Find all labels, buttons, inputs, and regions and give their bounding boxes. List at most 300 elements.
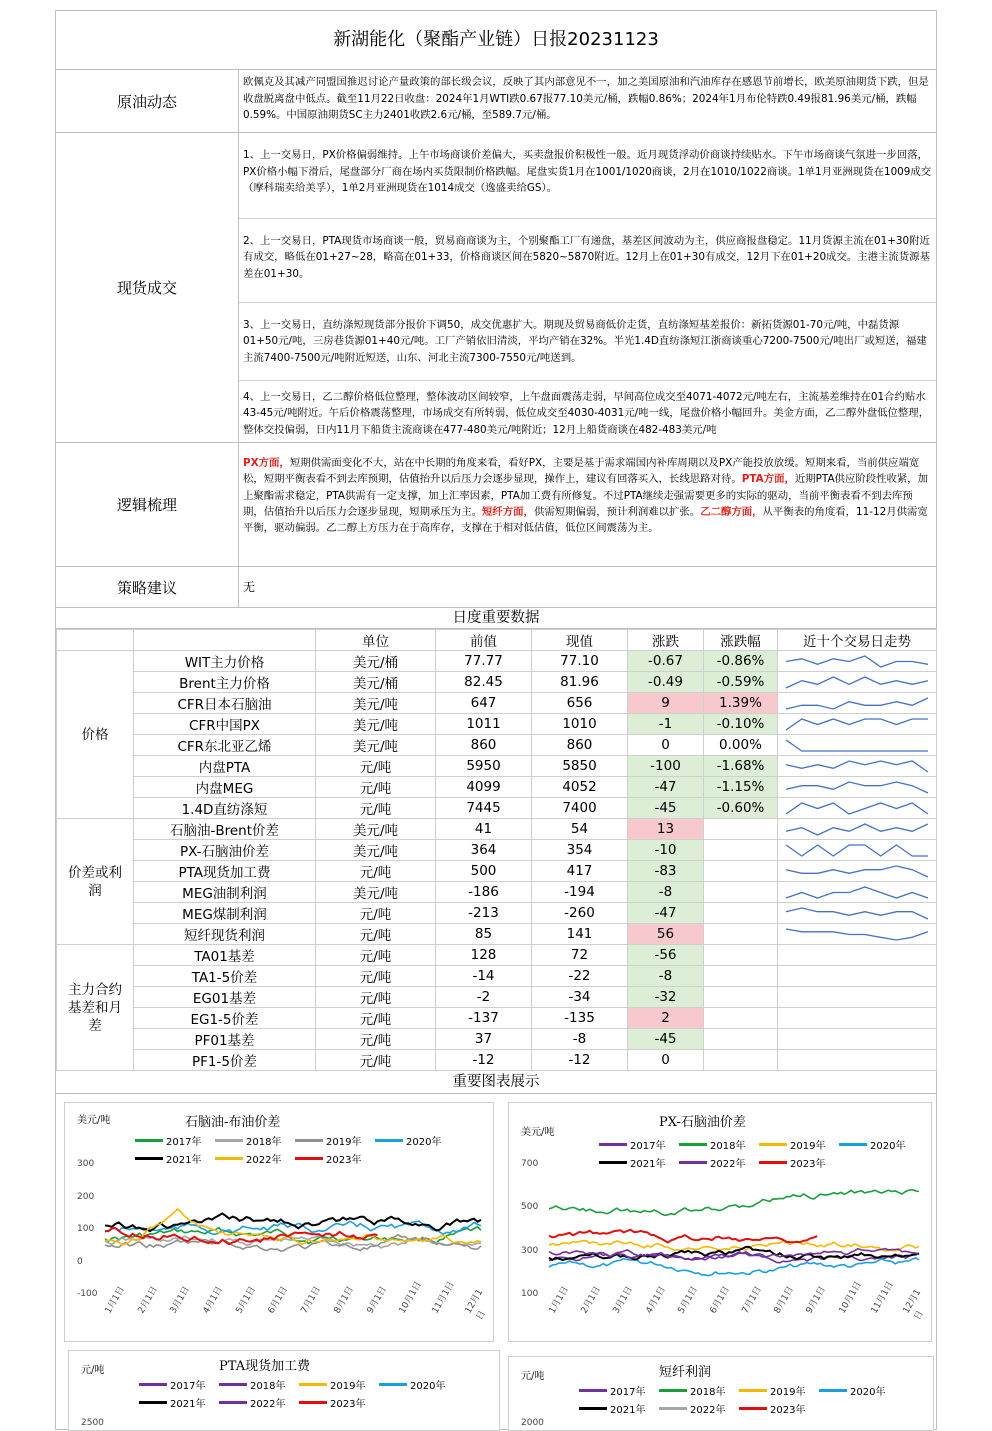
table-row	[57, 819, 937, 840]
table-row	[57, 966, 937, 987]
row-chg: -45	[628, 1029, 704, 1050]
row-chg: -8	[628, 966, 704, 987]
row-pct: 1.39%	[704, 693, 778, 714]
legend-entry	[679, 1155, 759, 1170]
chart-legend	[139, 1377, 469, 1413]
logic-pf-heading: 短纤方面，	[481, 505, 534, 518]
row-pct: -0.60%	[704, 798, 778, 819]
chart-pta-margin	[68, 1350, 500, 1431]
series-line	[549, 1190, 919, 1216]
legend-label: 2018年	[690, 1387, 726, 1398]
chart-legend	[579, 1383, 909, 1419]
row-cur: -260	[532, 903, 628, 924]
legend-entry	[299, 1377, 379, 1392]
row-pct: -0.86%	[704, 651, 778, 672]
row-unit: 美元/吨	[316, 714, 436, 735]
table-header-cell: 涨跌	[628, 630, 704, 651]
x-tick: 12月1日	[901, 1287, 926, 1322]
row-pct	[704, 861, 778, 882]
table-title: 日度重要数据	[56, 608, 936, 629]
row-unit: 元/吨	[316, 903, 436, 924]
row-prev: 77.77	[436, 651, 532, 672]
row-chg: -10	[628, 840, 704, 861]
legend-entry	[599, 1137, 679, 1152]
legend-entry	[219, 1377, 299, 1392]
row-chg: -47	[628, 777, 704, 798]
legend-swatch	[679, 1161, 707, 1164]
legend-label: 2018年	[250, 1381, 286, 1392]
legend-label: 2022年	[710, 1159, 746, 1170]
row-sparkline	[778, 840, 937, 861]
legend-label: 2020年	[850, 1387, 886, 1398]
x-tick: 10月1日	[397, 1280, 425, 1316]
chart-title: PTA现货加工费	[219, 1359, 311, 1374]
table-row	[57, 1029, 937, 1050]
sparkline-path	[786, 845, 928, 856]
row-cur: 77.10	[532, 651, 628, 672]
row-chg: -8	[628, 882, 704, 903]
row-sparkline	[778, 1008, 937, 1029]
logic-pta-text: 近期PTA供应阶段性收紧，加上聚酯需求稳定，PTA供需有一定支撑，加上汇率因素，PTA加工费有所修复。不过PTA继续走强需要更多的实际的驱动，当前平衡表看不到去库预期，估值抬升以后压力会逐步显现，短期承压为主。	[243, 473, 929, 518]
row-name: 1.4D直纺涤短	[134, 798, 316, 819]
row-cur: 860	[532, 735, 628, 756]
x-tick: 1月1日	[547, 1284, 571, 1316]
chart-title: 石脑油-布油价差	[185, 1115, 281, 1130]
y-tick: 200	[77, 1191, 95, 1202]
chart-naphtha-brent	[64, 1102, 494, 1342]
row-chg: 13	[628, 819, 704, 840]
row-cur: 656	[532, 693, 628, 714]
legend-label: 2020年	[406, 1137, 442, 1148]
row-chg: -47	[628, 903, 704, 924]
row-unit: 元/吨	[316, 987, 436, 1008]
row-chg: -1	[628, 714, 704, 735]
logic-pf-text: 供需短期偏弱，预计利润难以扩张。	[533, 505, 701, 518]
table-header-cell: 近十个交易日走势	[778, 630, 937, 651]
row-unit: 元/吨	[316, 777, 436, 798]
crude-section	[56, 70, 936, 133]
daily-data-table	[56, 629, 937, 1071]
row-sparkline	[778, 819, 937, 840]
row-unit: 元/吨	[316, 861, 436, 882]
legend-entry	[215, 1151, 295, 1166]
y-tick: 0	[77, 1256, 83, 1267]
row-sparkline	[778, 882, 937, 903]
spot-item-2: 2、上一交易日，PTA现货市场商谈一般，贸易商商谈为主，个别聚酯工厂有递盘，基差区间波动为主，供应商报盘稳定。11月货源主流在01+30附近有成交，略低在01+27~28，略高在01+33，价格商谈区间在5820~5870附近。12月上在01+30有成交，12月下在01+20成交。主港主流货源基差在01+30。	[239, 219, 936, 303]
logic-px-text: 短期供需面变化不大，站在中长期的角度来看，看好PX，主要是基于需求端国内补库周期以及PX产能投放放缓。短期来看，当前供应端宽松，短期平衡表看不到去库预期，估值抬升以后压力会逐步显现，操作上，建议有回落买入，长线思路对待。	[243, 457, 920, 486]
row-name: CFR中国PX	[134, 714, 316, 735]
row-pct: -0.10%	[704, 714, 778, 735]
row-name: 短纤现货利润	[134, 924, 316, 945]
row-prev: 364	[436, 840, 532, 861]
legend-swatch	[215, 1139, 243, 1142]
series-line	[549, 1230, 817, 1243]
legend-entry	[739, 1401, 819, 1416]
row-cur: -194	[532, 882, 628, 903]
row-cur: 54	[532, 819, 628, 840]
legend-swatch	[295, 1157, 323, 1160]
chart-title: PX-石脑油价差	[659, 1115, 746, 1130]
row-prev: 128	[436, 945, 532, 966]
row-prev: 647	[436, 693, 532, 714]
row-sparkline	[778, 714, 937, 735]
legend-label: 2019年	[770, 1387, 806, 1398]
table-group-label: 主力合约基差和月差	[57, 945, 134, 1071]
row-name: Brent主力价格	[134, 672, 316, 693]
row-chg: -0.67	[628, 651, 704, 672]
row-chg: 0	[628, 1050, 704, 1071]
table-row	[57, 840, 937, 861]
row-unit: 元/吨	[316, 798, 436, 819]
legend-swatch	[579, 1407, 607, 1410]
row-cur: 417	[532, 861, 628, 882]
legend-swatch	[839, 1143, 867, 1146]
row-prev: -213	[436, 903, 532, 924]
table-header-cell: 现值	[532, 630, 628, 651]
legend-entry	[579, 1401, 659, 1416]
table-row	[57, 987, 937, 1008]
legend-swatch	[599, 1143, 627, 1146]
row-prev: 41	[436, 819, 532, 840]
table-row	[57, 945, 937, 966]
x-tick: 3月1日	[611, 1284, 636, 1316]
legend-label: 2022年	[246, 1155, 282, 1166]
y-tick: 500	[521, 1202, 539, 1213]
legend-label: 2021年	[170, 1399, 206, 1410]
row-name: PTA现货加工费	[134, 861, 316, 882]
table-row	[57, 798, 937, 819]
row-name: 内盘PTA	[134, 756, 316, 777]
legend-label: 2022年	[250, 1399, 286, 1410]
legend-label: 2023年	[330, 1399, 366, 1410]
table-row	[57, 882, 937, 903]
legend-swatch	[659, 1389, 687, 1392]
row-chg: -56	[628, 945, 704, 966]
row-sparkline	[778, 756, 937, 777]
legend-label: 2019年	[330, 1381, 366, 1392]
legend-label: 2023年	[790, 1159, 826, 1170]
x-tick: 11月1日	[430, 1280, 457, 1316]
legend-label: 2022年	[690, 1405, 726, 1416]
row-sparkline	[778, 945, 937, 966]
row-chg: -0.49	[628, 672, 704, 693]
logic-label: 逻辑梳理	[56, 443, 239, 566]
chart-px-naphtha	[508, 1102, 932, 1342]
row-pct: 0.00%	[704, 735, 778, 756]
row-pct	[704, 1008, 778, 1029]
legend-label: 2018年	[246, 1137, 282, 1148]
legend-swatch	[679, 1143, 707, 1146]
legend-entry	[215, 1133, 295, 1148]
legend-label: 2018年	[710, 1141, 746, 1152]
chart-legend	[135, 1133, 465, 1169]
legend-label: 2021年	[166, 1155, 202, 1166]
row-prev: -2	[436, 987, 532, 1008]
row-prev: 4099	[436, 777, 532, 798]
sparkline-path	[786, 824, 928, 835]
row-sparkline	[778, 903, 937, 924]
table-group-label: 价格	[57, 651, 134, 819]
row-unit: 元/吨	[316, 945, 436, 966]
x-tick: 8月1日	[332, 1284, 356, 1316]
row-pct	[704, 1029, 778, 1050]
legend-entry	[819, 1383, 899, 1398]
y-tick: 300	[521, 1245, 539, 1256]
x-tick: 3月1日	[168, 1284, 193, 1316]
legend-entry	[839, 1137, 919, 1152]
logic-pta-heading: PTA方面，	[741, 473, 795, 486]
chart-unit: 元/吨	[81, 1365, 105, 1376]
row-cur: -34	[532, 987, 628, 1008]
row-prev: -12	[436, 1050, 532, 1071]
row-sparkline	[778, 651, 937, 672]
table-header-row	[57, 630, 937, 651]
row-pct: -0.59%	[704, 672, 778, 693]
legend-swatch	[135, 1157, 163, 1160]
logic-meg-heading: 乙二醇方面，	[700, 505, 763, 518]
table-header-cell: 单位	[316, 630, 436, 651]
legend-swatch	[819, 1389, 847, 1392]
legend-swatch	[599, 1161, 627, 1164]
x-tick: 2月1日	[136, 1284, 160, 1316]
row-unit: 元/吨	[316, 756, 436, 777]
row-pct	[704, 903, 778, 924]
table-row	[57, 1008, 937, 1029]
legend-swatch	[215, 1157, 243, 1160]
legend-label: 2020年	[870, 1141, 906, 1152]
legend-label: 2023年	[770, 1405, 806, 1416]
row-chg: -32	[628, 987, 704, 1008]
row-prev: -186	[436, 882, 532, 903]
row-name: CFR东北亚乙烯	[134, 735, 316, 756]
strategy-text: 无	[243, 580, 256, 594]
legend-label: 2019年	[326, 1137, 362, 1148]
x-tick: 1月1日	[103, 1284, 127, 1316]
row-pct: -1.68%	[704, 756, 778, 777]
strategy-label: 策略建议	[56, 567, 239, 607]
y-tick: 2500	[81, 1418, 104, 1428]
legend-swatch	[135, 1139, 163, 1142]
row-unit: 美元/吨	[316, 840, 436, 861]
x-tick: 2月1日	[579, 1284, 604, 1316]
legend-swatch	[139, 1383, 167, 1386]
legend-swatch	[375, 1139, 403, 1142]
row-sparkline	[778, 966, 937, 987]
sparkline-path	[786, 782, 928, 793]
chart-legend	[599, 1137, 919, 1173]
sparkline-path	[786, 866, 928, 877]
row-cur: -135	[532, 1008, 628, 1029]
x-tick: 5月1日	[234, 1284, 258, 1316]
legend-label: 2017年	[630, 1141, 666, 1152]
x-tick: 5月1日	[676, 1284, 700, 1316]
sparkline-path	[786, 740, 928, 751]
x-tick: 7月1日	[299, 1284, 324, 1316]
legend-entry	[659, 1383, 739, 1398]
row-pct	[704, 987, 778, 1008]
row-chg: 0	[628, 735, 704, 756]
legend-swatch	[659, 1407, 687, 1410]
row-prev: 860	[436, 735, 532, 756]
row-name: PF01基差	[134, 1029, 316, 1050]
row-unit: 美元/吨	[316, 819, 436, 840]
chart-title: 短纤利润	[659, 1365, 712, 1380]
x-tick: 9月1日	[804, 1284, 829, 1316]
row-sparkline	[778, 924, 937, 945]
row-name: 内盘MEG	[134, 777, 316, 798]
row-pct	[704, 840, 778, 861]
row-name: CFR日本石脑油	[134, 693, 316, 714]
legend-entry	[679, 1137, 759, 1152]
row-cur: 5850	[532, 756, 628, 777]
row-cur: 141	[532, 924, 628, 945]
row-chg: -45	[628, 798, 704, 819]
row-sparkline	[778, 1029, 937, 1050]
x-tick: 4月1日	[201, 1284, 226, 1316]
chart-unit: 美元/吨	[77, 1115, 111, 1126]
legend-entry	[599, 1155, 679, 1170]
x-tick: 12月1日	[463, 1287, 488, 1322]
row-unit: 美元/吨	[316, 882, 436, 903]
row-name: TA01基差	[134, 945, 316, 966]
x-tick: 4月1日	[644, 1284, 668, 1316]
y-tick: 2000	[521, 1418, 544, 1428]
strategy-section	[56, 567, 936, 608]
table-header-cell: 涨跌幅	[704, 630, 778, 651]
legend-entry	[135, 1133, 215, 1148]
table-row	[57, 714, 937, 735]
row-pct	[704, 819, 778, 840]
spot-item-3: 3、上一交易日，直纺涤短现货部分报价下调50，成交优惠扩大。期现及贸易商低价走货，直纺涤短基差报价：新拓货源01-70元/吨，中磊货源01+50元/吨，三房巷货源01+40元/吨。工厂产销依旧清淡，平均产销在32%。半光1.4D直纺涤短江浙商谈重心7200-7500元/吨出厂或短送，福建主流7400-7500元/吨附近短送，山东、河北主流7300-7550元/吨送到。	[239, 303, 936, 381]
table-group-label: 价差或利润	[57, 819, 134, 945]
legend-label: 2023年	[326, 1155, 362, 1166]
row-unit: 元/吨	[316, 1050, 436, 1071]
table-row	[57, 777, 937, 798]
row-cur: 354	[532, 840, 628, 861]
row-cur: 4052	[532, 777, 628, 798]
chart-unit: 美元/吨	[521, 1127, 555, 1138]
row-prev: 7445	[436, 798, 532, 819]
report-frame	[55, 10, 937, 1430]
row-name: EG01基差	[134, 987, 316, 1008]
sparkline-path	[786, 656, 928, 667]
charts-area	[56, 1094, 936, 1429]
row-unit: 元/吨	[316, 1029, 436, 1050]
legend-swatch	[379, 1383, 407, 1386]
row-prev: -14	[436, 966, 532, 987]
row-pct	[704, 1050, 778, 1071]
logic-text	[239, 443, 936, 566]
row-prev: 85	[436, 924, 532, 945]
row-cur: -22	[532, 966, 628, 987]
table-row	[57, 903, 937, 924]
row-unit: 美元/桶	[316, 651, 436, 672]
row-name: TA1-5价差	[134, 966, 316, 987]
row-unit: 元/吨	[316, 966, 436, 987]
sparkline-path	[786, 719, 928, 730]
legend-entry	[139, 1377, 219, 1392]
row-name: MEG油制利润	[134, 882, 316, 903]
legend-entry	[759, 1137, 839, 1152]
table-row	[57, 756, 937, 777]
table-row	[57, 651, 937, 672]
crude-text: 欧佩克及其减产同盟国推迟讨论产量政策的部长级会议，反映了其内部意见不一，加之美国原油和汽油库存在感恩节前增长，欧美原油期货下跌，但是收盘脱离盘中低点。截至11月22日收盘：2024年1月WTI跌0.67报77.10美元/桶，跌幅0.86%；2024年1月布伦特跌0.49报81.96美元/桶，跌幅0.59%。中国原油期货SC主力2401收跌2.6元/桶，至589.7元/桶。	[243, 76, 929, 121]
legend-entry	[295, 1133, 375, 1148]
spot-label: 现货成交	[56, 133, 239, 442]
charts-title: 重要图表展示	[56, 1071, 936, 1094]
x-tick: 7月1日	[740, 1284, 765, 1316]
table-row	[57, 861, 937, 882]
legend-swatch	[739, 1389, 767, 1392]
legend-swatch	[579, 1389, 607, 1392]
chart-unit: 元/吨	[521, 1371, 545, 1382]
sparkline-path	[786, 698, 928, 709]
legend-entry	[579, 1383, 659, 1398]
row-pct	[704, 966, 778, 987]
row-name: PX-石脑油价差	[134, 840, 316, 861]
row-name: MEG煤制利润	[134, 903, 316, 924]
row-unit: 美元/吨	[316, 693, 436, 714]
row-unit: 元/吨	[316, 1008, 436, 1029]
y-tick: 300	[77, 1159, 95, 1169]
legend-entry	[739, 1383, 819, 1398]
row-sparkline	[778, 1050, 937, 1071]
row-cur: -8	[532, 1029, 628, 1050]
legend-label: 2021年	[630, 1159, 666, 1170]
table-row	[57, 1050, 937, 1071]
legend-label: 2017年	[166, 1137, 202, 1148]
row-name: PF1-5价差	[134, 1050, 316, 1071]
table-row	[57, 693, 937, 714]
table-header-cell: 前值	[436, 630, 532, 651]
row-pct	[704, 882, 778, 903]
spot-item-1: 1、上一交易日，PX价格偏弱维持。上午市场商谈价差偏大，买卖盘报价积极性一般。近月现货浮动价商谈持续贴水。下午市场商谈气氛进一步回落，PX价格小幅下滑后，尾盘部分厂商在场内买货限制价格跌幅。尾盘实货1月在1001/1020商谈，2月在1010/1022商谈。1单1月亚洲现货在1009成交（摩科瑞卖给美孚），1单2月亚洲现货在1014成交（逸盛卖给GS）。	[239, 133, 936, 219]
row-sparkline	[778, 861, 937, 882]
row-sparkline	[778, 798, 937, 819]
table-row	[57, 672, 937, 693]
legend-swatch	[739, 1407, 767, 1410]
crude-label: 原油动态	[56, 70, 239, 132]
x-tick: 8月1日	[772, 1284, 797, 1316]
legend-label: 2021年	[610, 1405, 646, 1416]
sparkline-path	[786, 677, 928, 688]
row-prev: 500	[436, 861, 532, 882]
logic-px-heading: PX方面，	[243, 457, 290, 469]
row-prev: 1011	[436, 714, 532, 735]
legend-label: 2017年	[610, 1387, 646, 1398]
row-prev: -137	[436, 1008, 532, 1029]
row-unit: 元/吨	[316, 924, 436, 945]
x-tick: 10月1日	[837, 1280, 864, 1316]
legend-entry	[295, 1151, 375, 1166]
x-tick: 6月1日	[708, 1284, 732, 1316]
logic-section	[56, 443, 936, 567]
row-sparkline	[778, 987, 937, 1008]
legend-entry	[379, 1377, 459, 1392]
x-tick: 9月1日	[365, 1284, 389, 1316]
row-pct	[704, 945, 778, 966]
legend-entry	[135, 1151, 215, 1166]
row-cur: 72	[532, 945, 628, 966]
y-tick: 100	[521, 1289, 539, 1299]
legend-entry	[659, 1401, 739, 1416]
sparkline-path	[786, 803, 928, 814]
legend-swatch	[759, 1161, 787, 1164]
sparkline-path	[786, 761, 928, 772]
row-prev: 37	[436, 1029, 532, 1050]
row-chg: -83	[628, 861, 704, 882]
sparkline-path	[786, 929, 928, 940]
